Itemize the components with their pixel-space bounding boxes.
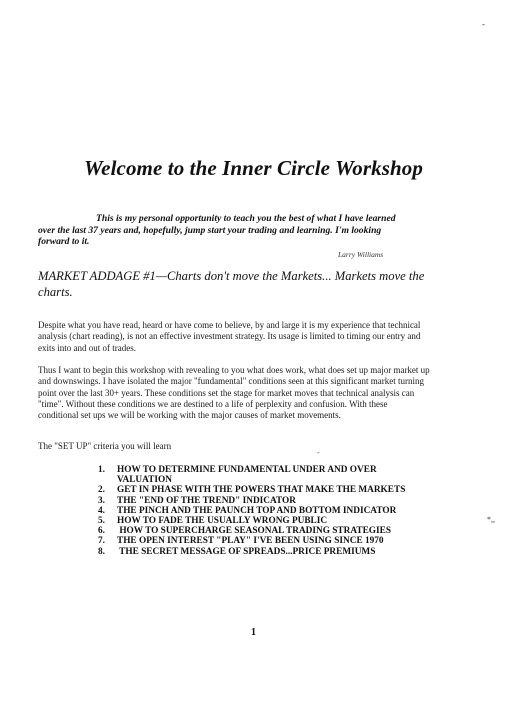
intro-paragraph <box>38 213 430 248</box>
author-signature: Larry Williams <box>338 250 384 259</box>
list-item-number: 2. <box>98 485 105 496</box>
list-item-number: 6. <box>98 526 105 537</box>
list-item-text: THE "END OF THE TREND" INDICATOR <box>117 495 296 506</box>
paragraph-technical-analysis: Despite what you have read, heard or have come to believe, by and large it is my experience that technical analysis (chart reading), is not an effective investment strategy. Its usage is limited to timing our entry and exits into and out of trades. <box>38 320 421 353</box>
list-item-text: THE SECRET MESSAGE OF SPREADS...PRICE PREMIUMS <box>117 546 376 557</box>
list-item <box>98 465 405 485</box>
list-item-text <box>117 465 377 485</box>
page-title: Welcome to the Inner Circle Workshop <box>83 156 424 180</box>
margin-mark: *,, <box>487 515 495 524</box>
paragraph-setup-criteria: The "SET UP" criteria you will learn <box>38 441 172 451</box>
paragraph-workshop-intro: Thus I want to begin this workshop with revealing to you what does work, what does set up major market up and downswings. I have isolated the major "fundamental" conditions seen at this significant market turning point over the last 30+ years. These conditions set the stage for market moves that technical analysis can "time". Without these conditions we are destined to a life of perplexity and confusion. With these conditional set ups we will be working with the major causes of market movements. <box>38 365 430 421</box>
list-item-number: 4. <box>98 505 105 516</box>
list-item-number: 5. <box>98 516 105 527</box>
list-item <box>98 485 405 495</box>
list-item-number: 1. <box>98 465 105 475</box>
list-item-number: 8. <box>98 546 105 557</box>
market-adage <box>38 268 430 300</box>
list-item-number: 7. <box>98 536 105 547</box>
list-item <box>98 547 405 557</box>
intro-line-1: This is my personal opportunity to teach you the best of what I have learned <box>96 213 396 224</box>
list-item-text: HOW TO SUPERCHARGE SEASONAL TRADING STRATEGIES <box>117 526 391 537</box>
adage-label: MARKET ADDAGE #1 <box>38 269 156 283</box>
list-item <box>98 516 405 526</box>
criteria-list <box>98 465 405 557</box>
stray-mark: - <box>317 448 320 457</box>
adage-text: —Charts don't move the Markets... Markets move the charts. <box>38 269 425 299</box>
list-item-text: HOW TO FADE THE USUALLY WRONG PUBLIC <box>117 516 328 527</box>
intro-line-3: forward to it. <box>38 236 90 247</box>
list-item-text-line: VALUATION <box>117 475 172 486</box>
list-item-text-line: HOW TO DETERMINE FUNDAMENTAL UNDER AND OVER <box>117 465 377 475</box>
list-item-text: THE PINCH AND THE PAUNCH TOP AND BOTTOM INDICATOR <box>117 505 397 516</box>
list-item <box>98 506 405 516</box>
list-item-number: 3. <box>98 495 105 506</box>
intro-line-2: over the last 37 years and, hopefully, jump start your trading and learning. I'm looking <box>38 224 382 236</box>
list-item <box>98 526 405 536</box>
list-item <box>98 536 405 546</box>
list-item <box>98 496 405 506</box>
list-item-text: GET IN PHASE WITH THE POWERS THAT MAKE THE MARKETS <box>117 485 406 496</box>
page-number: 1 <box>251 627 256 638</box>
list-item-text: THE OPEN INTEREST "PLAY" I'VE BEEN USING SINCE 1970 <box>117 536 384 547</box>
corner-mark: - <box>482 19 485 29</box>
